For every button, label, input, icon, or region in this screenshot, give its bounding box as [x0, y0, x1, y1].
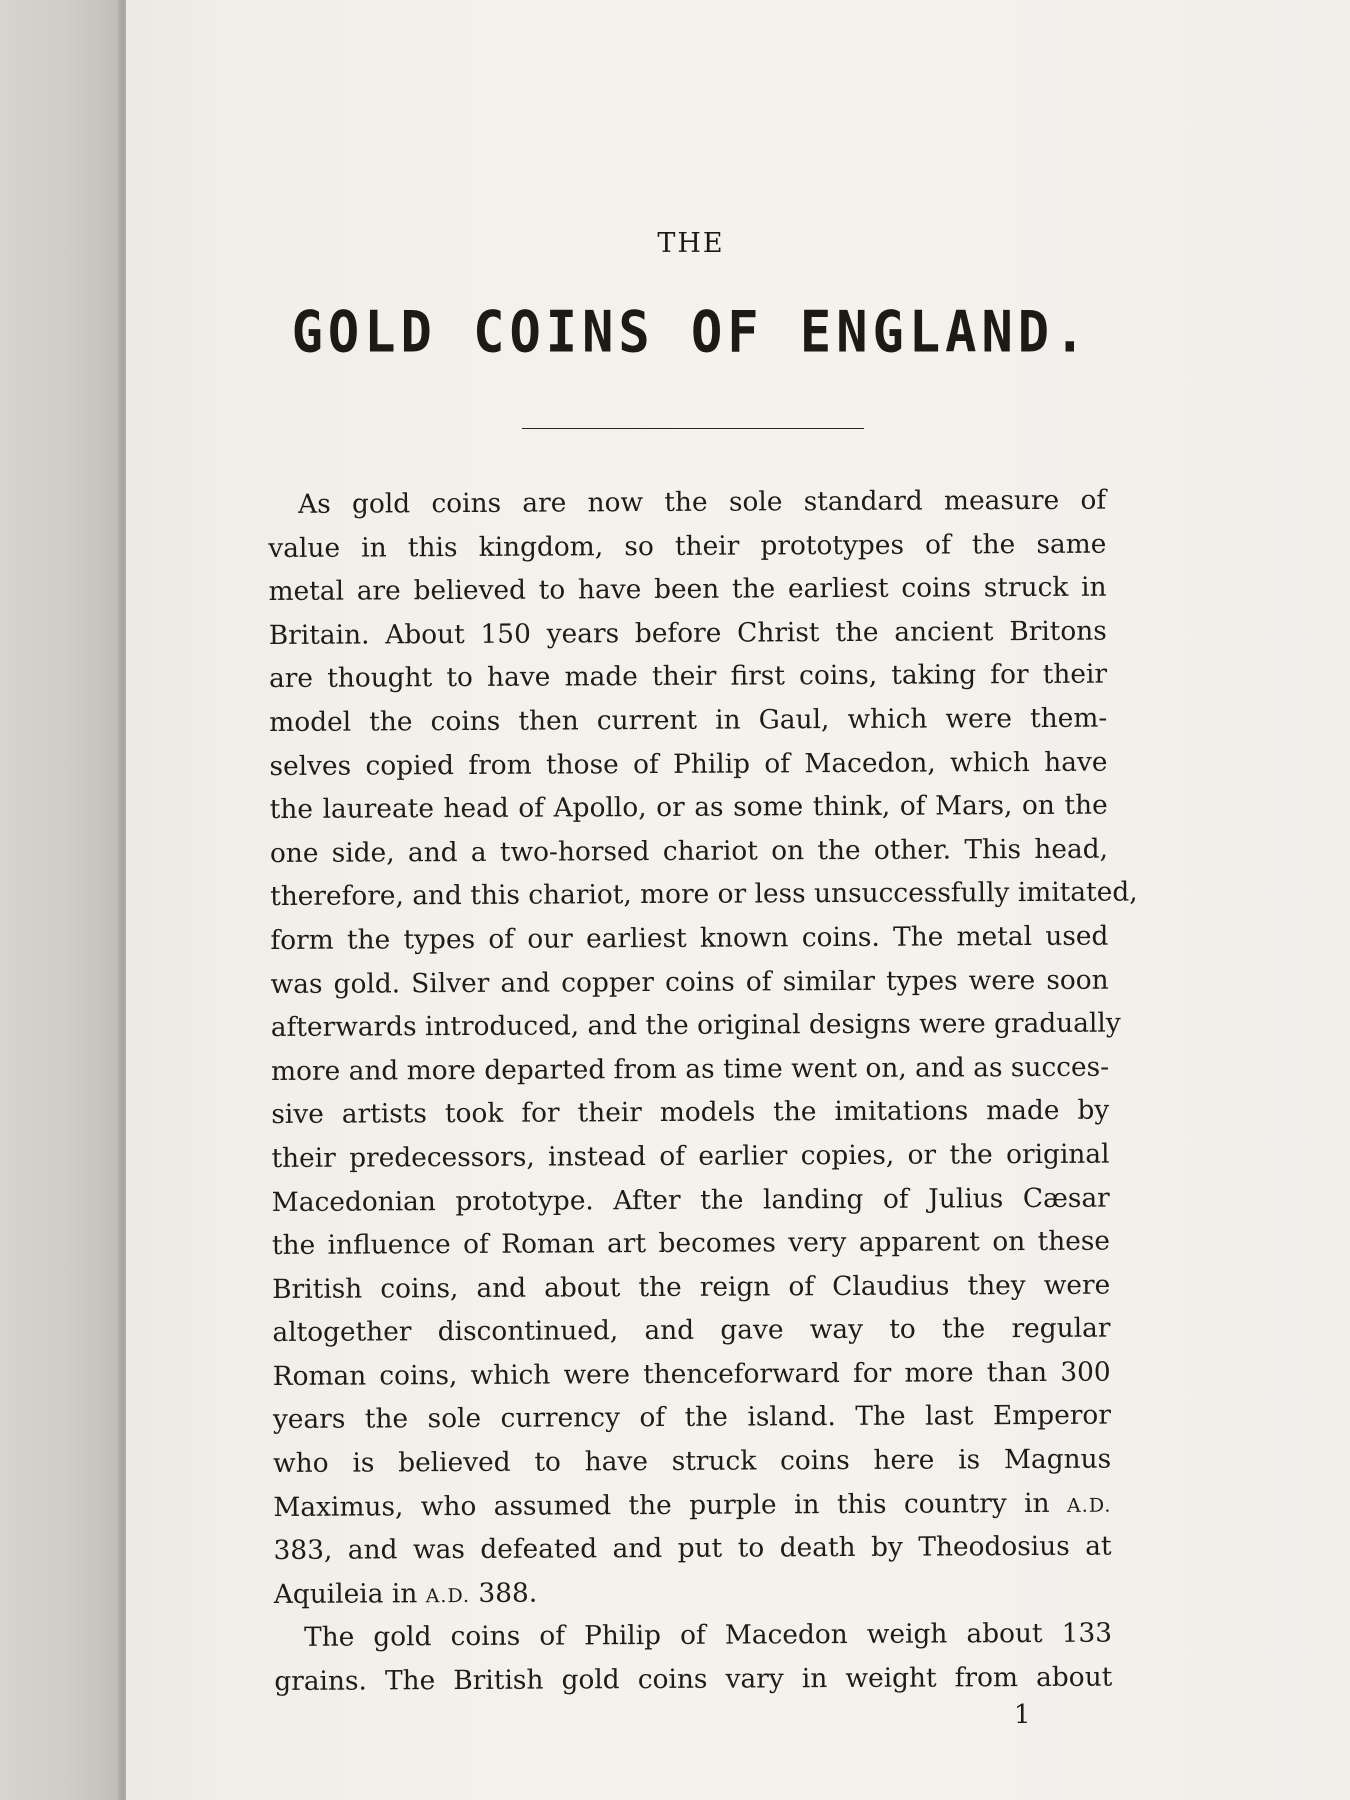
text-line: the laureate head of Apollo, or as some think, of Mars, on the: [269, 789, 1108, 826]
facing-page-edge: [0, 0, 126, 1800]
year-text: 388.: [478, 1577, 538, 1609]
text-line: altogether discontinued, and gave way to the regular: [272, 1312, 1111, 1349]
anno-domini: A.D.: [1066, 1494, 1112, 1517]
body-text: [268, 479, 1138, 1704]
title-the: THE: [657, 228, 725, 259]
page-number: 1: [1014, 1700, 1031, 1730]
title-rule: [522, 428, 864, 429]
text-line: one side, and a two-horsed chariot on the other. This head,: [269, 833, 1109, 869]
text-line: their predecessors, instead of earlier copies, or the original: [271, 1138, 1110, 1174]
text-line: the influence of Roman art becomes very apparent on these: [271, 1225, 1111, 1262]
text-line: 383, and was defeated and put to death by Theodosius at: [273, 1530, 1112, 1567]
text-line: grains. The British gold coins vary in weight from about: [274, 1661, 1113, 1698]
text-line: are thought to have made their first coins, taking for their: [268, 658, 1108, 695]
text-line: selves copied from those of Philip of Macedon, which have: [269, 746, 1108, 782]
text-line: British coins, and about the reign of Claudius they were: [272, 1269, 1111, 1305]
text-line: form the types of our earliest known coins. The metal used: [270, 920, 1109, 956]
text-fragment: Aquileia in: [273, 1578, 418, 1610]
text-line: metal are believed to have been the earliest coins struck in: [268, 571, 1107, 608]
text-line: was gold. Silver and copper coins of similar types were soon: [270, 964, 1109, 1000]
text-fragment: Maximus, who assumed the purple in this country in: [273, 1487, 1050, 1523]
text-line: afterwards introduced, and the original designs were gradually: [270, 1007, 1121, 1044]
text-line: years the sole currency of the island. The last Emperor: [272, 1400, 1111, 1436]
text-line: value in this kingdom, so their prototypes of the same: [268, 528, 1107, 564]
text-line: sive artists took for their models the imitations made by: [271, 1094, 1110, 1131]
page-title: GOLD COINS OF ENGLAND.: [291, 300, 1091, 366]
text-line: model the coins then current in Gaul, which were them-: [269, 702, 1108, 738]
text-line: As gold coins are now the sole standard measure of: [298, 484, 1107, 520]
anno-domini: A.D.: [425, 1584, 471, 1608]
text-line: therefore, and this chariot, more or less unsuccessfully imitated,: [270, 876, 1138, 913]
text-line: more and more departed from as time went on, and as succes-: [270, 1051, 1110, 1087]
text-line: who is believed to have struck coins here is Magnus: [273, 1443, 1112, 1480]
text-line: Macedonian prototype. After the landing of Julius Cæsar: [271, 1182, 1110, 1218]
text-line: The gold coins of Philip of Macedon weigh about 133: [303, 1618, 1113, 1654]
text-line: Britain. About 150 years before Christ the ancient Britons: [268, 615, 1107, 651]
text-line-with-date: [274, 1568, 1112, 1616]
text-line-with-date: [273, 1481, 1111, 1529]
book-page: [126, 0, 1350, 1800]
text-line: Roman coins, which were thenceforward for more than 300: [272, 1356, 1111, 1392]
